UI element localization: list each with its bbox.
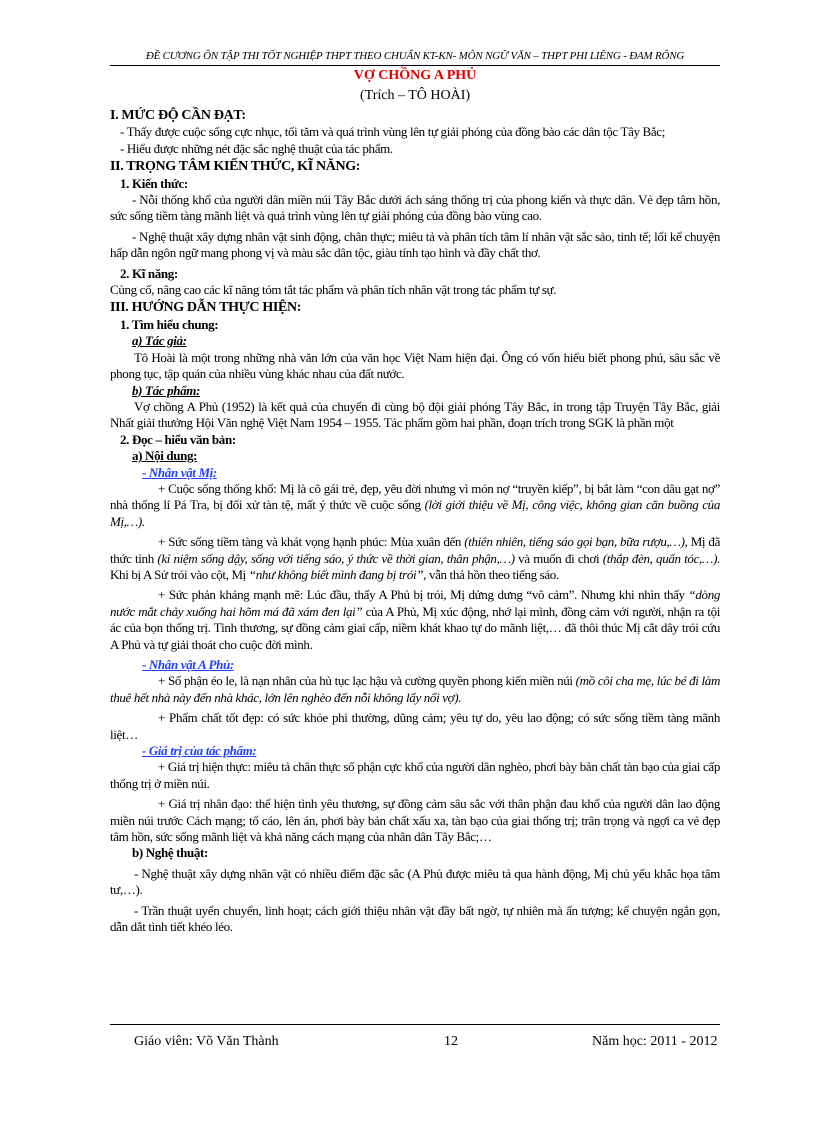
paragraph: - Hiểu được những nét đặc sắc nghệ thuật của tác phẩm.	[120, 140, 393, 156]
heading-ki-nang: 2. Kĩ năng:	[120, 265, 178, 281]
paragraph: - Nỗi thống khổ của người dân miền núi Tây Bắc dưới ách sáng thống trị của phong kiến và thực dân. Vẻ đẹp tâm hồn, sức sống tiềm tàng mãnh liệt và quá trình vùng lên tự giải phóng của đồng bào vùng cao.	[110, 192, 720, 224]
page-title: VỢ CHỒNG A PHỦ	[353, 68, 477, 83]
paragraph: + Cuộc sống thống khổ: Mị là cô gái trẻ, đẹp, yêu đời nhưng vì món nợ “truyền kiếp”, bị bắt làm “con dâu gạt nợ” nhà thống lí Pá Tra, bị đối xử tàn tệ, mất ý thức về cuộc sống (lời giới thiệu về Mị, công việc, không gian căn buồng của Mị,…).	[110, 480, 720, 529]
paragraph: - Trần thuật uyển chuyển, linh hoạt; cách giới thiệu nhân vật đầy bất ngờ, tự nhiên mà ấn tượng; kể chuyện ngắn gọn, dẫn dắt tình tiết khéo léo.	[110, 902, 720, 935]
heading-trong-tam: II. TRỌNG TÂM KIẾN THỨC, KĨ NĂNG:	[110, 159, 361, 175]
heading-noi-dung: a) Nội dung:	[132, 448, 198, 464]
footer-school-year: Năm học: 2011 - 2012	[592, 1034, 718, 1049]
heading-doc-hieu: 2. Đọc – hiểu văn bản:	[120, 431, 236, 447]
footer-page-number: 12	[444, 1034, 458, 1049]
heading-nhan-vat-mi: - Nhân vật Mị:	[142, 464, 217, 480]
paragraph: + Sức phản kháng mạnh mẽ: Lúc đầu, thấy A Phủ bị trói, Mị dửng dưng “vô cảm”. Nhưng khi nhìn thấy “dòng nước mắt chảy xuống hai hõm má đã xám đen lại” của A Phủ, Mị xúc động, nhớ lại mình, đồng cảm với người, nhận ra tội ác của bọn thống trị. Tình thương, sự đồng cảm giai cấp, niềm khát khao tự do mãnh liệt,… đã thôi thúc Mị cắt dây trói cứu A Phủ và tự giải thoát cho cuộc đời mình.	[110, 587, 720, 652]
paragraph: + Số phận éo le, là nạn nhân của hủ tục lạc hậu và cường quyền phong kiến miền núi (mồ côi cha mẹ, lúc bé đi làm thuê hết nhà này đến nhà khác, lớn lên nghèo đến nỗi không lấy nổi vợ).	[110, 673, 720, 705]
paragraph: - Thấy được cuộc sống cực nhục, tối tăm và quá trình vùng lên tự giải phóng của đồng bào các dân tộc Tây Bắc;	[120, 124, 665, 140]
footer-teacher: Giáo viên: Võ Văn Thành	[134, 1034, 279, 1049]
heading-muc-do-can-dat: I. MỨC ĐỘ CẦN ĐẠT:	[110, 108, 246, 123]
heading-nghe-thuat: b) Nghệ thuật:	[132, 845, 208, 861]
paragraph: Tô Hoài là một trong những nhà văn lớn của văn học Việt Nam hiện đại. Ông có vốn hiểu biết phong phú, sâu sắc về phong tục, tập quán của nhiều vùng khác nhau của đất nước.	[110, 349, 720, 382]
page-header: ĐỀ CƯƠNG ÔN TẬP THI TỐT NGHIỆP THPT THEO CHUẨN KT-KN- MÔN NGỮ VĂN – THPT PHI LIÊNG - ĐAM RÔNG	[145, 50, 685, 62]
paragraph: + Giá trị nhân đạo: thể hiện tình yêu thương, sự đồng cảm sâu sắc với thân phận đau khổ của người dân lao động miền núi trước Cách mạng; tố cáo, lên án, phơi bày bản chất xấu xa, tàn bạo của giai thống trị; trân trọng và ngợi ca vẻ đẹp tâm hồn, sức sống mãnh liệt và khả năng cách mạng của nhân dân Tây Bắc;…	[110, 796, 720, 845]
heading-kien-thuc: 1. Kiến thức:	[120, 175, 188, 191]
heading-nhan-vat-a-phu: - Nhân vật A Phủ:	[142, 657, 234, 672]
document-body	[110, 106, 720, 936]
paragraph: + Phẩm chất tốt đẹp: có sức khỏe phi thường, dũng cảm; yêu tự do, yêu lao động; có sức sống tiềm tàng mãnh liệt…	[110, 710, 720, 742]
paragraph: - Nghệ thuật xây dựng nhân vật sinh động, chân thực; miêu tả và phân tích tâm lí nhân vật sắc sảo, tinh tế; lối kể chuyện hấp dẫn ngôn ngữ mang phong vị và màu sắc dân tộc, giàu tính tạo hình và đầy chất thơ.	[110, 228, 720, 261]
heading-tim-hieu-chung: 1. Tìm hiểu chung:	[120, 316, 219, 332]
paragraph: + Giá trị hiện thực: miêu tả chân thực số phận cực khổ của người dân nghèo, phơi bày bản chất tàn bạo của giai cấp thống trị ở miền núi.	[110, 759, 720, 791]
page-subtitle: (Trích – TÔ HOÀI)	[359, 88, 471, 103]
paragraph: + Sức sống tiềm tàng và khát vọng hạnh phúc: Mùa xuân đến (thiên nhiên, tiếng sáo gọi bạn, bữa rượu,…), Mị đã thức tỉnh (kỉ niệm sống dậy, sống với tiếng sáo, ý thức về thời gian, thân phận,…) và muốn đi chơi (thắp đèn, quấn tóc,…). Khi bị A Sử trói vào cột, Mị “như không biết mình đang bị trói”, vẫn thả hồn theo tiếng sáo.	[110, 534, 720, 582]
footer-rule	[110, 1024, 720, 1025]
paragraph: Củng cố, nâng cao các kĩ năng tóm tắt tác phẩm và phân tích nhân vật trong tác phẩm tự sự.	[110, 282, 557, 298]
heading-huong-dan: III. HƯỚNG DẪN THỰC HIỆN:	[110, 300, 302, 316]
heading-tac-pham: b) Tác phẩm:	[132, 382, 201, 398]
paragraph: Vợ chồng A Phủ (1952) là kết quả của chuyến đi cùng bộ đội giải phóng Tây Bắc, in trong tập Truyện Tây Bắc, giải Nhất giải thưởng Hội Văn nghệ Việt Nam 1954 – 1955. Tác phẩm gồm hai phần, đoạn trích trong SGK là phần một	[110, 398, 720, 431]
paragraph: - Nghệ thuật xây dựng nhân vật có nhiều điểm đặc sắc (A Phủ được miêu tả qua hành động, Mị chủ yếu khắc họa tâm tư,…).	[110, 865, 720, 898]
header-rule	[110, 65, 720, 66]
heading-tac-gia: a) Tác giả:	[132, 333, 187, 349]
heading-gia-tri: - Giá trị của tác phẩm:	[142, 743, 257, 759]
